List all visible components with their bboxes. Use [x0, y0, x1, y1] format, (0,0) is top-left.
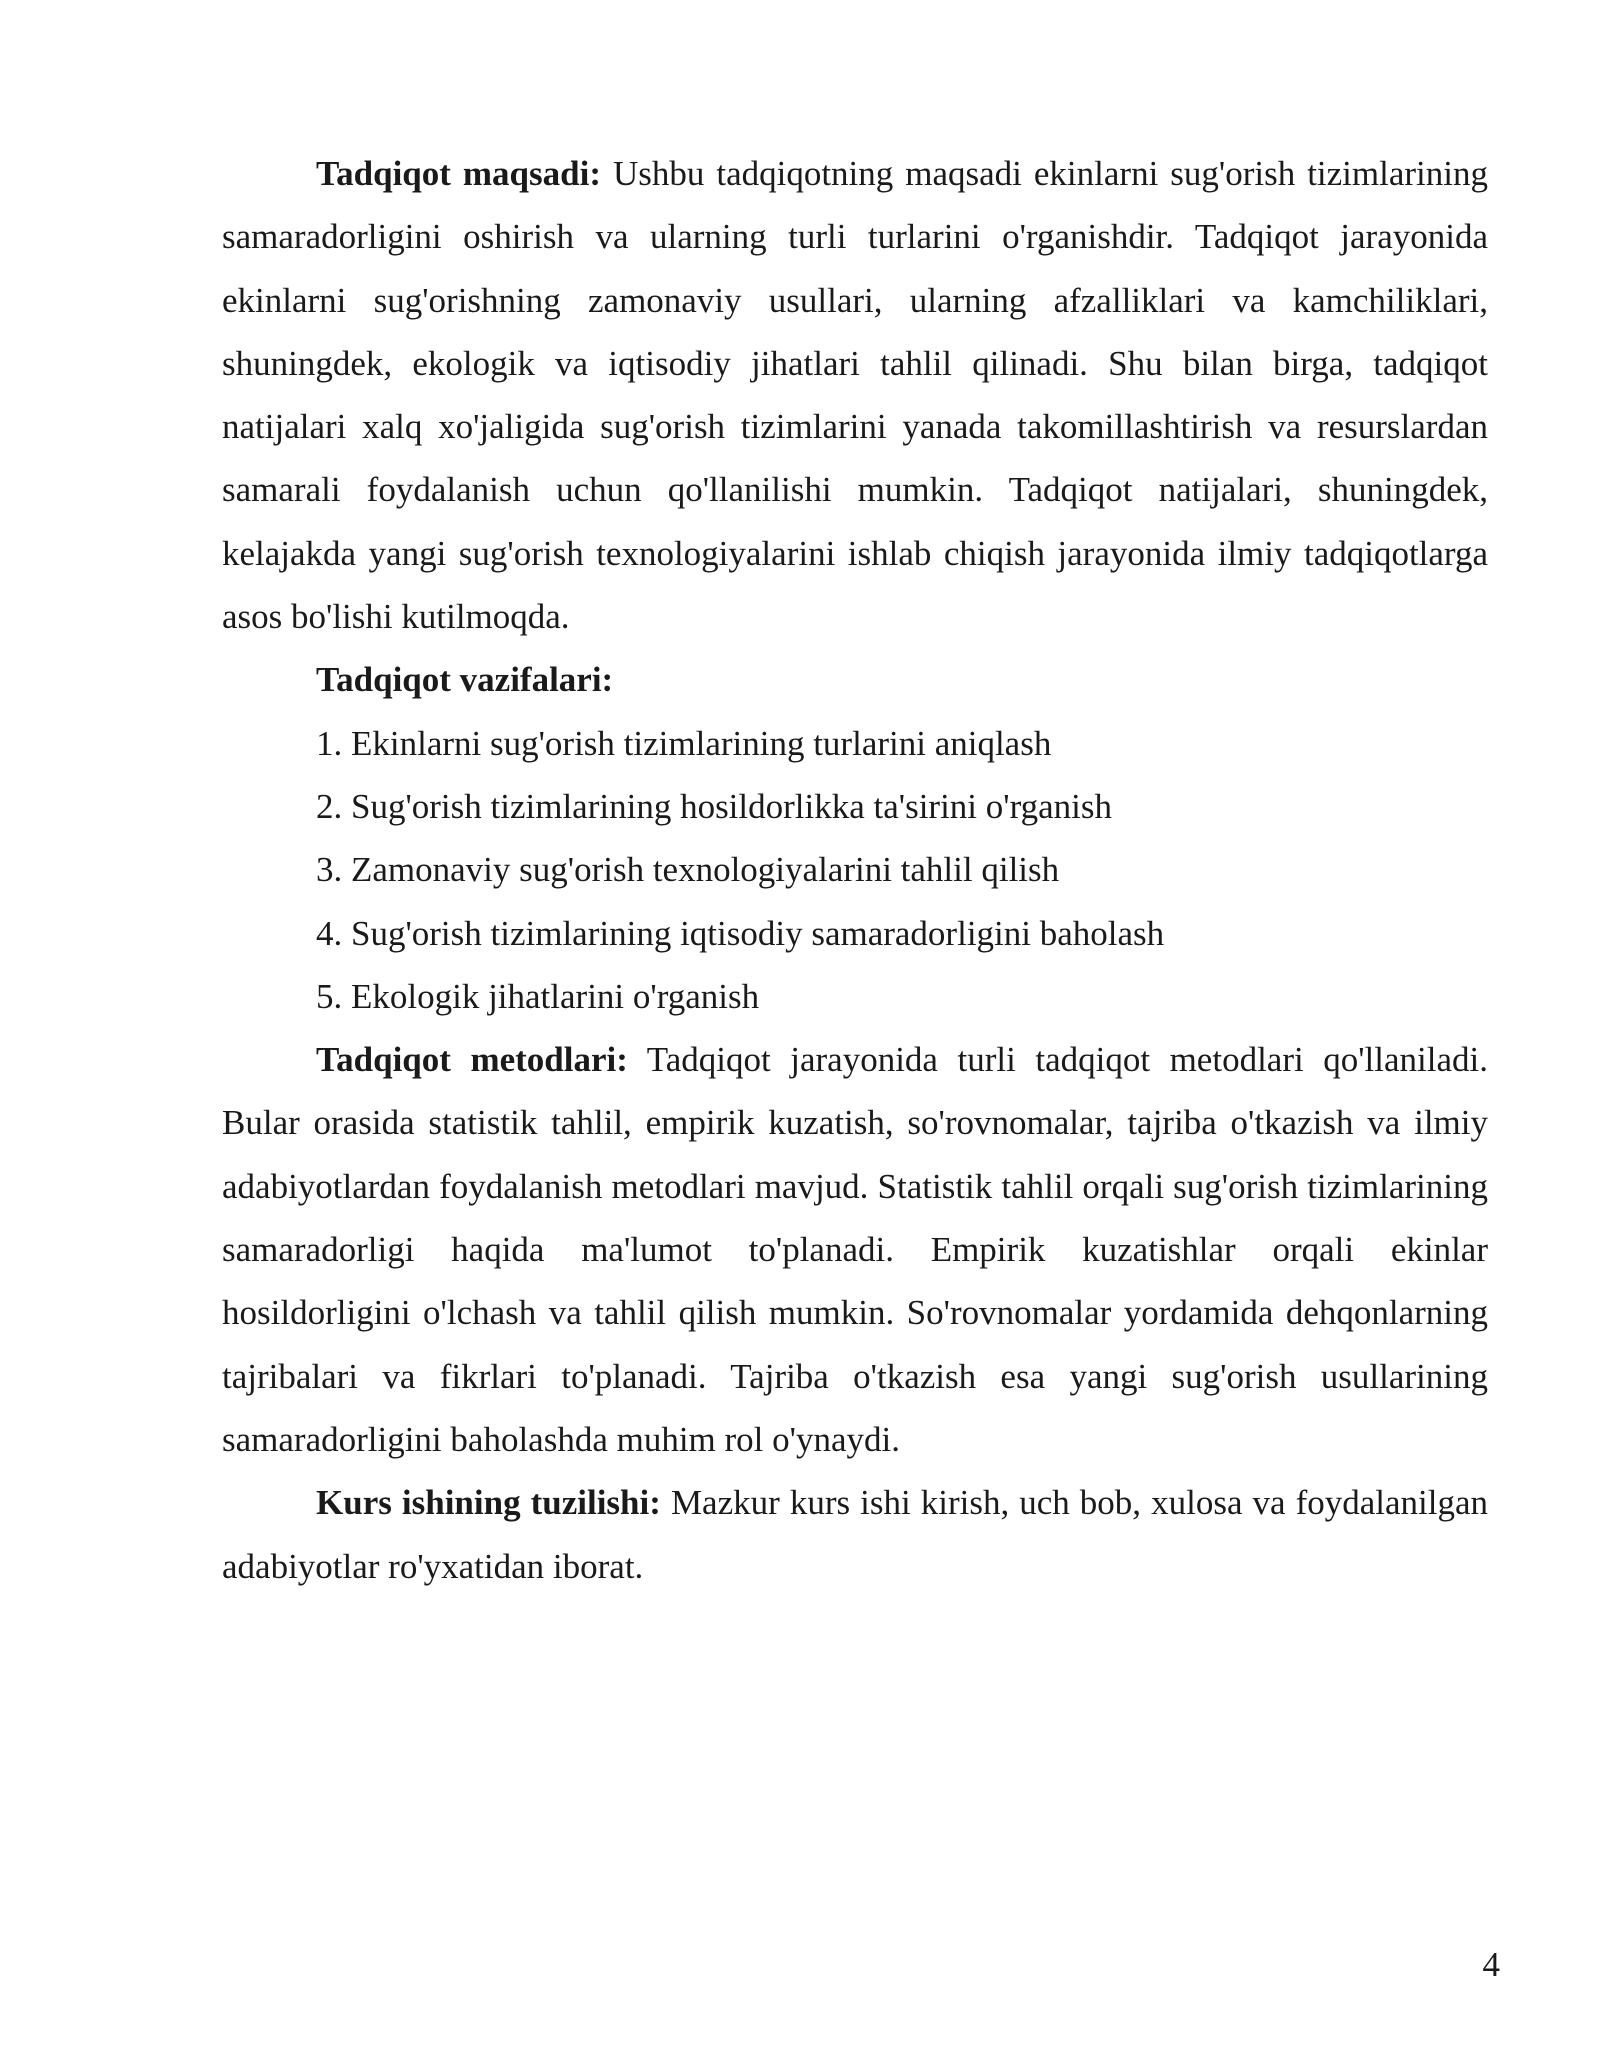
list-item: 2. Sug'orish tizimlarining hosildorlikka ta'sirini o'rganish	[316, 786, 1112, 826]
list-item: 5. Ekologik jihatlarini o'rganish	[316, 976, 760, 1016]
list-item: 1. Ekinlarni sug'orish tizimlarining turlarini aniqlash	[316, 723, 1052, 763]
list-item: 3. Zamonaviy sug'orish texnologiyalarini tahlil qilish	[316, 850, 1060, 890]
page-content	[222, 142, 1488, 1598]
purpose-heading: Tadqiqot maqsadi:	[316, 154, 601, 193]
purpose-text: Ushbu tadqiqotning maqsadi ekinlarni sug'orish tizimlarining samaradorligini oshirish va ularning turli turlarini o'rganishdir. Tadqiqot jarayonida ekinlarni sug'orishning zamonaviy usullari, ularning afzalliklari va kamchiliklari, shuningdek, ekologik va iqtisodiy jihatlari tahlil qilinadi. Shu bilan birga, tadqiqot natijalari xalq xo'jaligida sug'orish tizimlarini yanada takomillashtirish va resurslardan samarali foydalanish uchun qo'llanilishi mumkin. Tadqiqot natijalari, shuningdek, kelajakda yangi sug'orish texnologiyalarini ishlab chiqish jarayonida ilmiy tadqiqotlarga asos bo'lishi kutilmoqda.	[222, 154, 1488, 637]
methods-text: Tadqiqot jarayonida turli tadqiqot metodlari qo'llaniladi. Bular orasida statistik tahlil, empirik kuzatish, so'rovnomalar, tajriba o'tkazish va ilmiy adabiyotlardan foydalanish metodlari mavjud. Statistik tahlil orqali sug'orish tizimlarining samaradorligi haqida ma'lumot to'planadi. Empirik kuzatishlar orqali ekinlar hosildorligini o'lchash va tahlil qilish mumkin. So'rovnomalar yordamida dehqonlarning tajribalari va fikrlari to'planadi. Tajriba o'tkazish esa yangi sug'orish usullarining samaradorligini baholashda muhim rol o'ynaydi.	[222, 1040, 1488, 1459]
methods-heading: Tadqiqot metodlari:	[316, 1040, 628, 1080]
structure-paragraph	[222, 1471, 1488, 1598]
tasks-heading: Tadqiqot vazifalari:	[316, 660, 614, 700]
structure-text: Mazkur kurs ishi kirish, uch bob, xulosa va foydalanilgan adabiyotlar ro'yxatidan iborat.	[222, 1483, 1489, 1586]
structure-heading: Kurs ishining tuzilishi:	[316, 1483, 661, 1523]
list-item: 4. Sug'orish tizimlarining iqtisodiy samaradorligini baholash	[316, 913, 1165, 953]
purpose-paragraph	[222, 142, 1488, 648]
methods-paragraph	[222, 1028, 1488, 1471]
page-number: 4	[1482, 1945, 1500, 1984]
